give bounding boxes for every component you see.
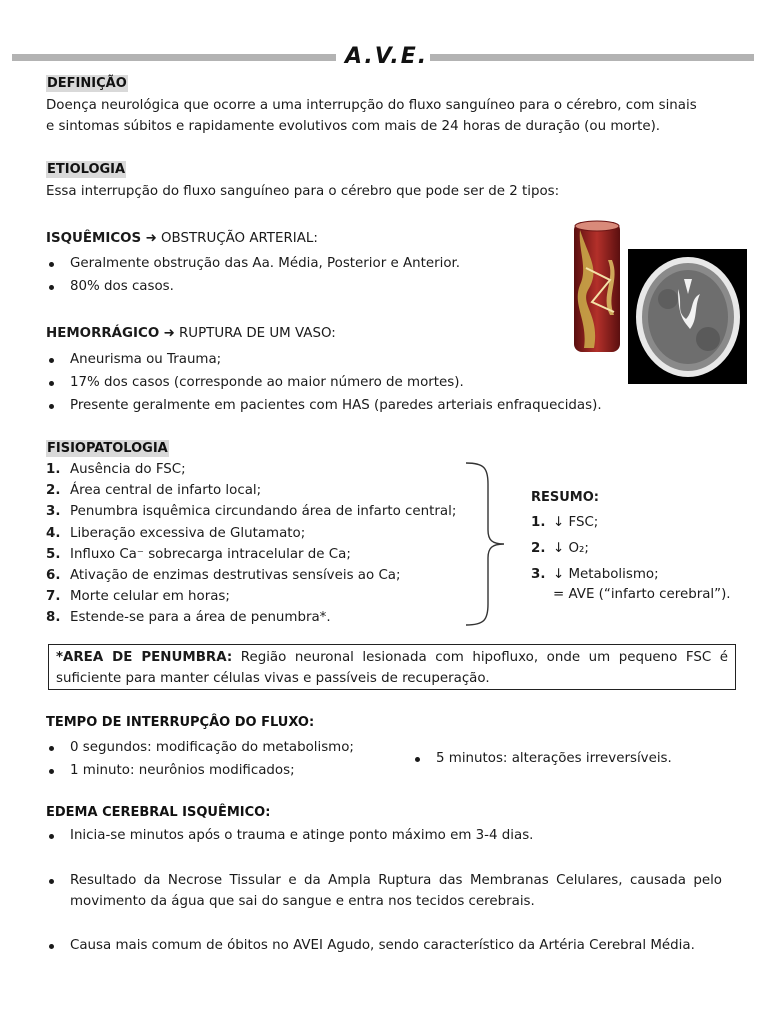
list-item: Presente geralmente em pacientes com HAS (paredes arteriais enfraquecidas). — [46, 394, 602, 417]
title-rule-left — [12, 54, 336, 61]
list-item: 0 segundos: modificação do metabolismo; — [46, 736, 354, 759]
list-item: Resultado da Necrose Tissular e da Ampla Ruptura das Membranas Celulares, causada pelo movimento da água que sai do sangue e entra nos tecidos cerebrais. — [46, 870, 722, 912]
list-item: 17% dos casos (corresponde ao maior número de mortes). — [46, 371, 602, 394]
fisiopatologia-list — [46, 459, 456, 629]
hemorragico-heading-bold: HEMORRÁGICO — [46, 326, 160, 341]
definicao-line-2: e sintomas súbitos e rapidamente evolutivos com mais de 24 horas de duração (ou morte). — [46, 119, 661, 134]
etiologia-heading: ETIOLOGIA — [47, 162, 126, 177]
fisiopatologia-heading: FISIOPATOLOGIA — [47, 441, 168, 456]
arrow-right-icon: ➜ — [163, 326, 175, 341]
resumo-heading: RESUMO: — [531, 490, 599, 505]
definicao-heading: DEFINIÇÃO — [47, 76, 127, 91]
page-title: A.V.E. — [345, 44, 429, 69]
edema-heading: EDEMA CEREBRAL ISQUÊMICO: — [46, 805, 271, 820]
list-item: 80% dos casos. — [46, 275, 460, 298]
list-item: Aneurisma ou Trauma; — [46, 348, 602, 371]
list-item: 6. Ativação de enzimas destrutivas sensíveis ao Ca; — [46, 568, 401, 584]
tempo-list-left — [46, 736, 354, 782]
penumbra-label: *AREA DE PENUMBRA: — [56, 650, 233, 665]
list-item: 3. Penumbra isquêmica circundando área de infarto central; — [46, 504, 457, 520]
list-item: Geralmente obstrução das Aa. Média, Posterior e Anterior. — [46, 252, 460, 275]
isquemicos-heading-bold: ISQUÊMICOS — [46, 231, 142, 246]
title-rule-right — [430, 54, 754, 61]
tempo-heading: TEMPO DE INTERRUPÇÂO DO FLUXO: — [46, 715, 315, 730]
list-item: 4. Liberação excessiva de Glutamato; — [46, 525, 306, 541]
list-item: Inicia-se minutos após o trauma e atinge ponto máximo em 3-4 dias. — [46, 825, 722, 846]
hemorragico-list — [46, 348, 602, 417]
penumbra-definition-box — [48, 644, 736, 690]
list-item: 8. Estende-se para a área de penumbra*. — [46, 610, 331, 626]
resumo-result: = AVE (“infarto cerebral”). — [553, 587, 731, 602]
etiologia-text: Essa interrupção do fluxo sanguíneo para o cérebro que pode ser de 2 tipos: — [46, 184, 560, 199]
arrow-right-icon: ➜ — [145, 231, 157, 246]
isquemicos-list — [46, 252, 460, 298]
list-item: 1. Ausência do FSC; — [46, 462, 186, 477]
curly-brace-icon — [462, 460, 512, 628]
isquemicos-heading — [46, 228, 318, 249]
resumo-list — [531, 510, 659, 588]
list-item: 2. ↓ O₂; — [531, 541, 589, 556]
list-item: 1. ↓ FSC; — [531, 515, 599, 530]
artery-clot-illustration — [570, 220, 626, 355]
list-item: 5 minutos: alterações irreversíveis. — [412, 747, 672, 770]
tempo-list-right — [412, 747, 672, 770]
list-item: 3. ↓ Metabolismo; — [531, 567, 659, 582]
list-item: 1 minuto: neurônios modificados; — [46, 759, 354, 782]
list-item: 5. Influxo Ca⁻ sobrecarga intracelular de Ca; — [46, 546, 351, 562]
hemorragico-heading — [46, 323, 336, 344]
ct-scan-image — [628, 249, 747, 384]
list-item: 2. Área central de infarto local; — [46, 483, 262, 499]
definicao-line-1: Doença neurológica que ocorre a uma interrupção do fluxo sanguíneo para o cérebro, com sinais — [46, 98, 697, 113]
list-item: Causa mais comum de óbitos no AVEI Agudo, sendo característico da Artéria Cerebral Média. — [46, 935, 722, 956]
hemorragico-heading-rest: RUPTURA DE UM VASO: — [179, 326, 336, 341]
isquemicos-heading-rest: OBSTRUÇÃO ARTERIAL: — [160, 231, 318, 246]
list-item: 7. Morte celular em horas; — [46, 589, 230, 605]
penumbra-text: Região neuronal lesionada com hipofluxo, onde um pequeno FSC é suficiente para manter células vivas e passíveis de recuperação. — [56, 650, 728, 686]
